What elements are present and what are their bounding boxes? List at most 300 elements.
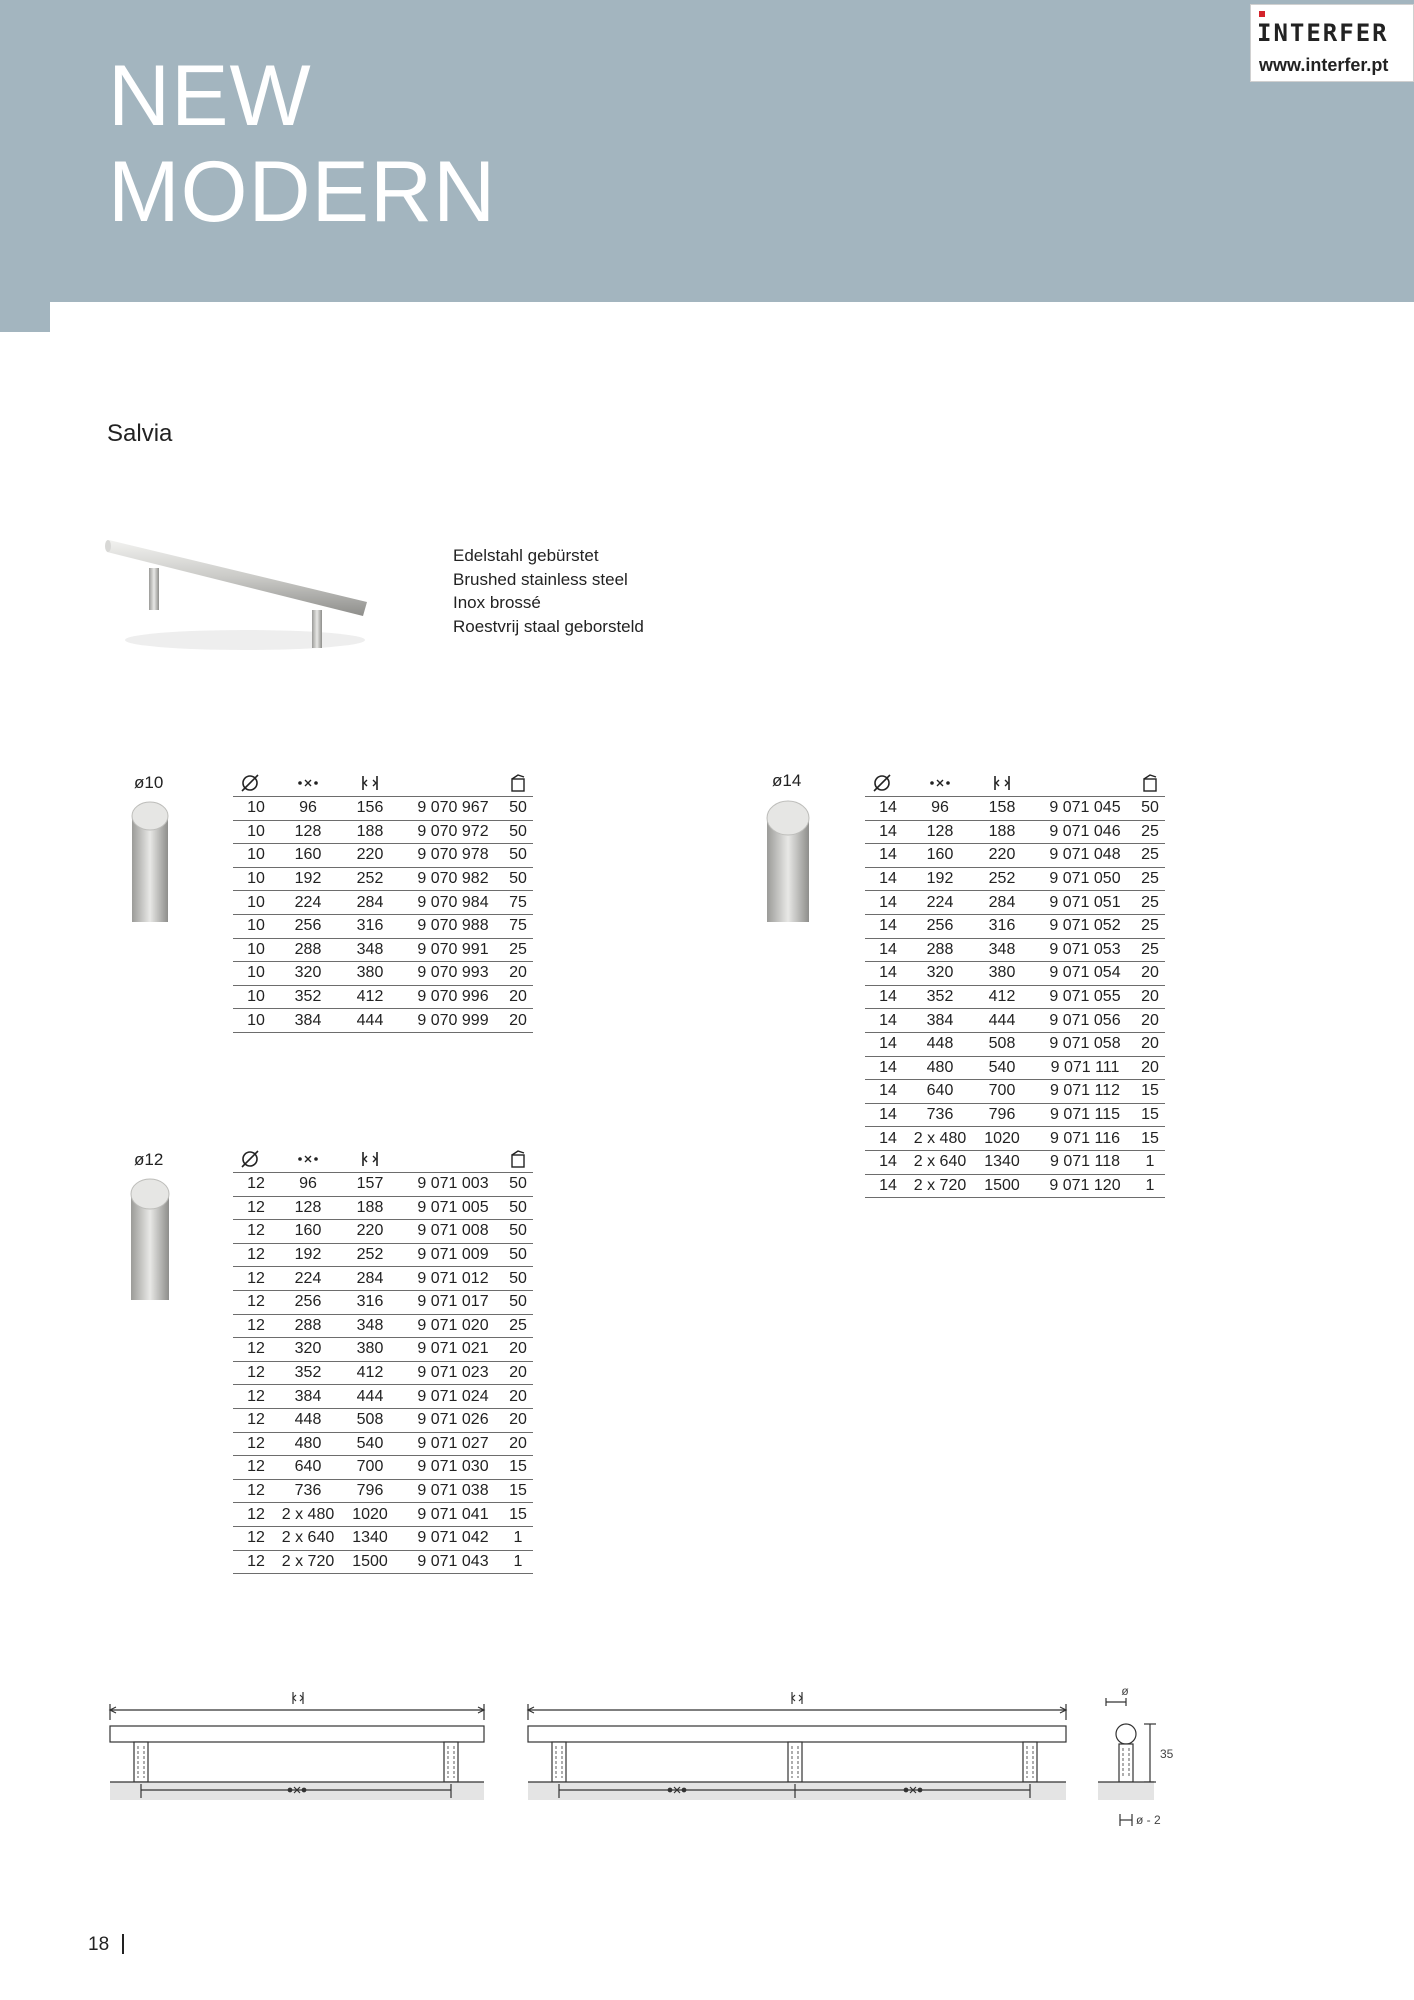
table-cell: 480: [911, 1056, 969, 1080]
table-row: [233, 1314, 533, 1338]
table-cell: 224: [279, 891, 337, 915]
drawing-cross-section: [1098, 1698, 1156, 1826]
spec-table-d14: [865, 770, 1165, 1198]
table-cell: 12: [233, 1526, 279, 1550]
table-cell: 9 071 026: [403, 1408, 503, 1432]
table-cell: 10: [233, 938, 279, 962]
table-cell: 25: [1135, 820, 1165, 844]
table-cell: 412: [337, 985, 403, 1009]
page-number-divider: [122, 1934, 124, 1954]
total-length-icon: [359, 1149, 381, 1169]
diameter-icon: [239, 1149, 261, 1169]
table-cell: 1340: [969, 1150, 1035, 1174]
table-cell: 9 071 051: [1035, 891, 1135, 915]
table-cell: 384: [279, 1009, 337, 1033]
table-cell: 9 071 046: [1035, 820, 1135, 844]
table-cell: 320: [279, 962, 337, 986]
table-cell: 50: [503, 1173, 533, 1197]
table-cell: 50: [503, 1196, 533, 1220]
col-length-header: [969, 770, 1035, 797]
table-cell: 15: [503, 1456, 533, 1480]
total-length-icon: [359, 773, 381, 793]
table-cell: 14: [865, 867, 911, 891]
table-cell: 9 071 043: [403, 1550, 503, 1574]
table-cell: 25: [1135, 867, 1165, 891]
table-row: [233, 867, 533, 891]
table-cell: 14: [865, 914, 911, 938]
table-cell: 9 070 967: [403, 797, 503, 821]
height-label: 35: [1160, 1747, 1174, 1761]
material-en: Brushed stainless steel: [453, 569, 628, 589]
table-cell: 9 071 005: [403, 1196, 503, 1220]
table-cell: 12: [233, 1361, 279, 1385]
col-diameter-header: [233, 1146, 279, 1173]
table-cell: 12: [233, 1220, 279, 1244]
diameter-label-14: ø14: [772, 771, 802, 790]
rod-image-14: [766, 800, 810, 922]
table-cell: 9 070 982: [403, 867, 503, 891]
table-cell: 20: [503, 1432, 533, 1456]
table-cell: 192: [279, 867, 337, 891]
table-cell: 380: [337, 1338, 403, 1362]
material-fr: Inox brossé: [453, 593, 541, 612]
header-notch-fill: [0, 302, 50, 332]
table-row: [865, 914, 1165, 938]
table-cell: 160: [911, 844, 969, 868]
table-cell: 14: [865, 820, 911, 844]
table-cell: 480: [279, 1432, 337, 1456]
table-cell: 444: [337, 1385, 403, 1409]
table-cell: 9 071 052: [1035, 914, 1135, 938]
table-cell: 284: [337, 1267, 403, 1291]
table-row: [865, 820, 1165, 844]
material-list: [453, 544, 644, 638]
table-row: [233, 1526, 533, 1550]
table-cell: 10: [233, 867, 279, 891]
col-article-header: [403, 1146, 503, 1173]
table-cell: 50: [503, 820, 533, 844]
table-row: [233, 962, 533, 986]
table-cell: 12: [233, 1314, 279, 1338]
table-cell: 448: [911, 1032, 969, 1056]
table-cell: 20: [503, 962, 533, 986]
table-cell: 50: [503, 844, 533, 868]
table-cell: 9 071 045: [1035, 797, 1135, 821]
table-cell: 348: [337, 938, 403, 962]
table-cell: 9 071 053: [1035, 938, 1135, 962]
title-line-1: NEW: [108, 48, 312, 144]
table-cell: 444: [969, 1009, 1035, 1033]
col-hole-distance-header: [279, 1146, 337, 1173]
table-row: [865, 962, 1165, 986]
table-cell: 316: [969, 914, 1035, 938]
table-cell: 9 071 009: [403, 1243, 503, 1267]
table-row: [233, 1243, 533, 1267]
table-cell: 256: [279, 1290, 337, 1314]
table-cell: 12: [233, 1456, 279, 1480]
table-cell: 20: [503, 1361, 533, 1385]
table-cell: 14: [865, 938, 911, 962]
table-cell: 700: [969, 1080, 1035, 1104]
table-cell: 2 x 720: [279, 1550, 337, 1574]
table-row: [233, 820, 533, 844]
table-cell: 160: [279, 1220, 337, 1244]
table-cell: 10: [233, 1009, 279, 1033]
table-cell: 1020: [969, 1127, 1035, 1151]
table-cell: 796: [337, 1479, 403, 1503]
package-icon: [507, 1149, 529, 1169]
table-cell: 12: [233, 1432, 279, 1456]
table-cell: 14: [865, 844, 911, 868]
table-cell: 15: [1135, 1080, 1165, 1104]
table-cell: 220: [969, 844, 1035, 868]
table-cell: 9 071 056: [1035, 1009, 1135, 1033]
table-row: [865, 891, 1165, 915]
table-cell: 12: [233, 1267, 279, 1291]
table-cell: 14: [865, 1174, 911, 1198]
table-cell: 288: [279, 1314, 337, 1338]
table-row: [865, 1127, 1165, 1151]
table-cell: 9 071 038: [403, 1479, 503, 1503]
table-cell: 25: [503, 1314, 533, 1338]
col-length-header: [337, 1146, 403, 1173]
diameter-label-12: ø12: [134, 1150, 164, 1169]
table-cell: 12: [233, 1503, 279, 1527]
table-cell: 9 071 030: [403, 1456, 503, 1480]
table-cell: 75: [503, 891, 533, 915]
table-cell: 9 071 050: [1035, 867, 1135, 891]
table-cell: 14: [865, 1080, 911, 1104]
table-row: [865, 1080, 1165, 1104]
diameter-label-10: ø10: [134, 773, 164, 792]
table-row: [233, 1385, 533, 1409]
product-photo: [105, 530, 375, 660]
table-cell: 9 070 996: [403, 985, 503, 1009]
table-row: [233, 914, 533, 938]
table-cell: 20: [503, 1338, 533, 1362]
table-cell: 10: [233, 962, 279, 986]
hole-distance-icon: [297, 773, 319, 793]
table-cell: 9 071 055: [1035, 985, 1135, 1009]
table-cell: 1: [1135, 1174, 1165, 1198]
table-row: [233, 985, 533, 1009]
table-cell: 352: [279, 1361, 337, 1385]
table-cell: 1020: [337, 1503, 403, 1527]
table-cell: 252: [337, 1243, 403, 1267]
table-cell: 14: [865, 797, 911, 821]
table-cell: 220: [337, 1220, 403, 1244]
table-cell: 96: [279, 797, 337, 821]
table-row: [233, 1173, 533, 1197]
table-cell: 50: [503, 1290, 533, 1314]
table-row: [865, 1056, 1165, 1080]
table-cell: 188: [337, 1196, 403, 1220]
table-cell: 9 071 118: [1035, 1150, 1135, 1174]
table-row: [233, 938, 533, 962]
drawing-two-leg: [110, 1692, 484, 1800]
diameter-icon: [871, 773, 893, 793]
table-cell: 508: [337, 1408, 403, 1432]
table-cell: 352: [911, 985, 969, 1009]
table-row: [233, 797, 533, 821]
col-hole-distance-header: [279, 770, 337, 797]
table-cell: 540: [337, 1432, 403, 1456]
table-cell: 12: [233, 1550, 279, 1574]
col-article-header: [403, 770, 503, 797]
table-cell: 50: [1135, 797, 1165, 821]
table-cell: 75: [503, 914, 533, 938]
table-cell: 15: [503, 1503, 533, 1527]
table-cell: 9 071 041: [403, 1503, 503, 1527]
table-row: [865, 1150, 1165, 1174]
table-cell: 1500: [337, 1550, 403, 1574]
table-cell: 96: [279, 1173, 337, 1197]
table-cell: 25: [503, 938, 533, 962]
table-row: [233, 1456, 533, 1480]
table-cell: 224: [279, 1267, 337, 1291]
table-cell: 15: [1135, 1103, 1165, 1127]
table-cell: 25: [1135, 844, 1165, 868]
rod-image-10: [130, 800, 170, 922]
table-cell: 14: [865, 1150, 911, 1174]
table-cell: 220: [337, 844, 403, 868]
table-cell: 1: [503, 1526, 533, 1550]
table-cell: 284: [337, 891, 403, 915]
technical-drawings: [100, 1680, 1200, 1840]
table-cell: 10: [233, 914, 279, 938]
table-row: [865, 938, 1165, 962]
table-cell: 50: [503, 1220, 533, 1244]
table-row: [865, 797, 1165, 821]
table-cell: 158: [969, 797, 1035, 821]
table-cell: 25: [1135, 914, 1165, 938]
table-cell: 9 070 984: [403, 891, 503, 915]
table-cell: 380: [969, 962, 1035, 986]
table-cell: 384: [279, 1385, 337, 1409]
table-cell: 9 070 978: [403, 844, 503, 868]
table-row: [233, 1267, 533, 1291]
table-cell: 2 x 480: [279, 1503, 337, 1527]
table-cell: 2 x 480: [911, 1127, 969, 1151]
table-cell: 9 071 008: [403, 1220, 503, 1244]
table-cell: 9 071 115: [1035, 1103, 1135, 1127]
table-row: [233, 1432, 533, 1456]
table-cell: 284: [969, 891, 1035, 915]
table-cell: 796: [969, 1103, 1035, 1127]
drawing-three-leg: [528, 1692, 1066, 1800]
table-row: [865, 1032, 1165, 1056]
table-cell: 9 070 972: [403, 820, 503, 844]
table-cell: 9 071 112: [1035, 1080, 1135, 1104]
table-cell: 9 071 024: [403, 1385, 503, 1409]
table-cell: 256: [911, 914, 969, 938]
table-cell: 320: [279, 1338, 337, 1362]
package-icon: [507, 773, 529, 793]
table-cell: 252: [969, 867, 1035, 891]
table-cell: 444: [337, 1009, 403, 1033]
table-cell: 1500: [969, 1174, 1035, 1198]
table-cell: 348: [969, 938, 1035, 962]
table-cell: 316: [337, 1290, 403, 1314]
table-row: [233, 1009, 533, 1033]
table-cell: 128: [279, 1196, 337, 1220]
table-cell: 316: [337, 914, 403, 938]
rod-image-12: [130, 1178, 170, 1300]
table-cell: 20: [1135, 962, 1165, 986]
table-cell: 128: [279, 820, 337, 844]
hole-distance-icon: [929, 773, 951, 793]
table-cell: 50: [503, 867, 533, 891]
table-cell: 14: [865, 1127, 911, 1151]
table-cell: 9 071 058: [1035, 1032, 1135, 1056]
table-cell: 192: [279, 1243, 337, 1267]
col-package-header: [503, 1146, 533, 1173]
table-cell: 15: [1135, 1127, 1165, 1151]
table-row: [865, 1174, 1165, 1198]
col-package-header: [503, 770, 533, 797]
table-cell: 12: [233, 1338, 279, 1362]
table-row: [233, 1338, 533, 1362]
table-cell: 10: [233, 797, 279, 821]
col-hole-distance-header: [911, 770, 969, 797]
table-cell: 540: [969, 1056, 1035, 1080]
table-row: [865, 1103, 1165, 1127]
table-row: [233, 1361, 533, 1385]
table-cell: 20: [1135, 985, 1165, 1009]
table-cell: 412: [337, 1361, 403, 1385]
table-cell: 9 071 021: [403, 1338, 503, 1362]
table-cell: 736: [279, 1479, 337, 1503]
table-cell: 412: [969, 985, 1035, 1009]
table-cell: 20: [503, 1385, 533, 1409]
table-cell: 10: [233, 844, 279, 868]
table-row: [233, 1196, 533, 1220]
table-cell: 20: [1135, 1009, 1165, 1033]
table-cell: 188: [337, 820, 403, 844]
table-row: [865, 844, 1165, 868]
table-cell: 9 070 988: [403, 914, 503, 938]
table-cell: 157: [337, 1173, 403, 1197]
table-cell: 9 071 012: [403, 1267, 503, 1291]
table-cell: 10: [233, 820, 279, 844]
table-cell: 348: [337, 1314, 403, 1338]
table-cell: 9 070 991: [403, 938, 503, 962]
table-row: [865, 867, 1165, 891]
table-cell: 14: [865, 1032, 911, 1056]
table-cell: 9 071 111: [1035, 1056, 1135, 1080]
table-cell: 50: [503, 797, 533, 821]
table-cell: 12: [233, 1290, 279, 1314]
table-cell: 25: [1135, 891, 1165, 915]
table-cell: 508: [969, 1032, 1035, 1056]
table-cell: 9 070 993: [403, 962, 503, 986]
table-cell: 14: [865, 1056, 911, 1080]
table-cell: 256: [279, 914, 337, 938]
col-diameter-header: [865, 770, 911, 797]
diameter-icon: [239, 773, 261, 793]
table-row: [233, 1479, 533, 1503]
table-cell: 1: [1135, 1150, 1165, 1174]
page-title: [108, 48, 496, 240]
hole-distance-icon: [297, 1149, 319, 1169]
table-cell: 15: [503, 1479, 533, 1503]
table-cell: 9 070 999: [403, 1009, 503, 1033]
table-cell: 96: [911, 797, 969, 821]
table-cell: 640: [279, 1456, 337, 1480]
table-cell: 50: [503, 1243, 533, 1267]
table-cell: 288: [911, 938, 969, 962]
table-row: [233, 1550, 533, 1574]
table-cell: 20: [503, 985, 533, 1009]
product-name: Salvia: [107, 420, 173, 447]
table-cell: 9 071 042: [403, 1526, 503, 1550]
table-cell: 12: [233, 1243, 279, 1267]
table-cell: 9 071 017: [403, 1290, 503, 1314]
table-row: [865, 985, 1165, 1009]
package-icon: [1139, 773, 1161, 793]
table-cell: 156: [337, 797, 403, 821]
table-cell: 20: [503, 1009, 533, 1033]
table-cell: 10: [233, 985, 279, 1009]
interfer-logo[interactable]: [1250, 4, 1414, 82]
table-cell: 1: [503, 1550, 533, 1574]
table-cell: 20: [503, 1408, 533, 1432]
diameter-symbol: ø: [1121, 1684, 1129, 1698]
table-cell: 9 071 116: [1035, 1127, 1135, 1151]
table-cell: 380: [337, 962, 403, 986]
table-cell: 14: [865, 1009, 911, 1033]
table-cell: 20: [1135, 1032, 1165, 1056]
header-notch: [50, 302, 1414, 332]
table-cell: 50: [503, 1267, 533, 1291]
page-number: 18: [88, 1934, 110, 1955]
table-cell: 9 071 023: [403, 1361, 503, 1385]
material-de: Edelstahl gebürstet: [453, 546, 599, 565]
table-cell: 192: [911, 867, 969, 891]
table-cell: 12: [233, 1196, 279, 1220]
table-cell: 14: [865, 962, 911, 986]
table-cell: 224: [911, 891, 969, 915]
table-cell: 20: [1135, 1056, 1165, 1080]
table-row: [233, 844, 533, 868]
title-line-2: MODERN: [108, 144, 497, 240]
logo-red-dot: [1259, 11, 1265, 17]
table-row: [233, 1408, 533, 1432]
table-row: [233, 1290, 533, 1314]
table-cell: 10: [233, 891, 279, 915]
table-cell: 320: [911, 962, 969, 986]
table-cell: 25: [1135, 938, 1165, 962]
table-cell: 352: [279, 985, 337, 1009]
logo-brand: INTERFER: [1257, 19, 1389, 47]
col-length-header: [337, 770, 403, 797]
table-row: [233, 1220, 533, 1244]
logo-url[interactable]: www.interfer.pt: [1259, 55, 1389, 75]
table-cell: 288: [279, 938, 337, 962]
material-nl: Roestvrij staal geborsteld: [453, 616, 644, 636]
spec-table-d10: [233, 770, 533, 1033]
spec-table-d12: [233, 1146, 533, 1574]
col-package-header: [1135, 770, 1165, 797]
table-cell: 384: [911, 1009, 969, 1033]
table-cell: 14: [865, 985, 911, 1009]
table-cell: 1340: [337, 1526, 403, 1550]
table-cell: 9 071 120: [1035, 1174, 1135, 1198]
table-cell: 640: [911, 1080, 969, 1104]
table-cell: 448: [279, 1408, 337, 1432]
table-cell: 12: [233, 1385, 279, 1409]
table-cell: 2 x 640: [279, 1526, 337, 1550]
